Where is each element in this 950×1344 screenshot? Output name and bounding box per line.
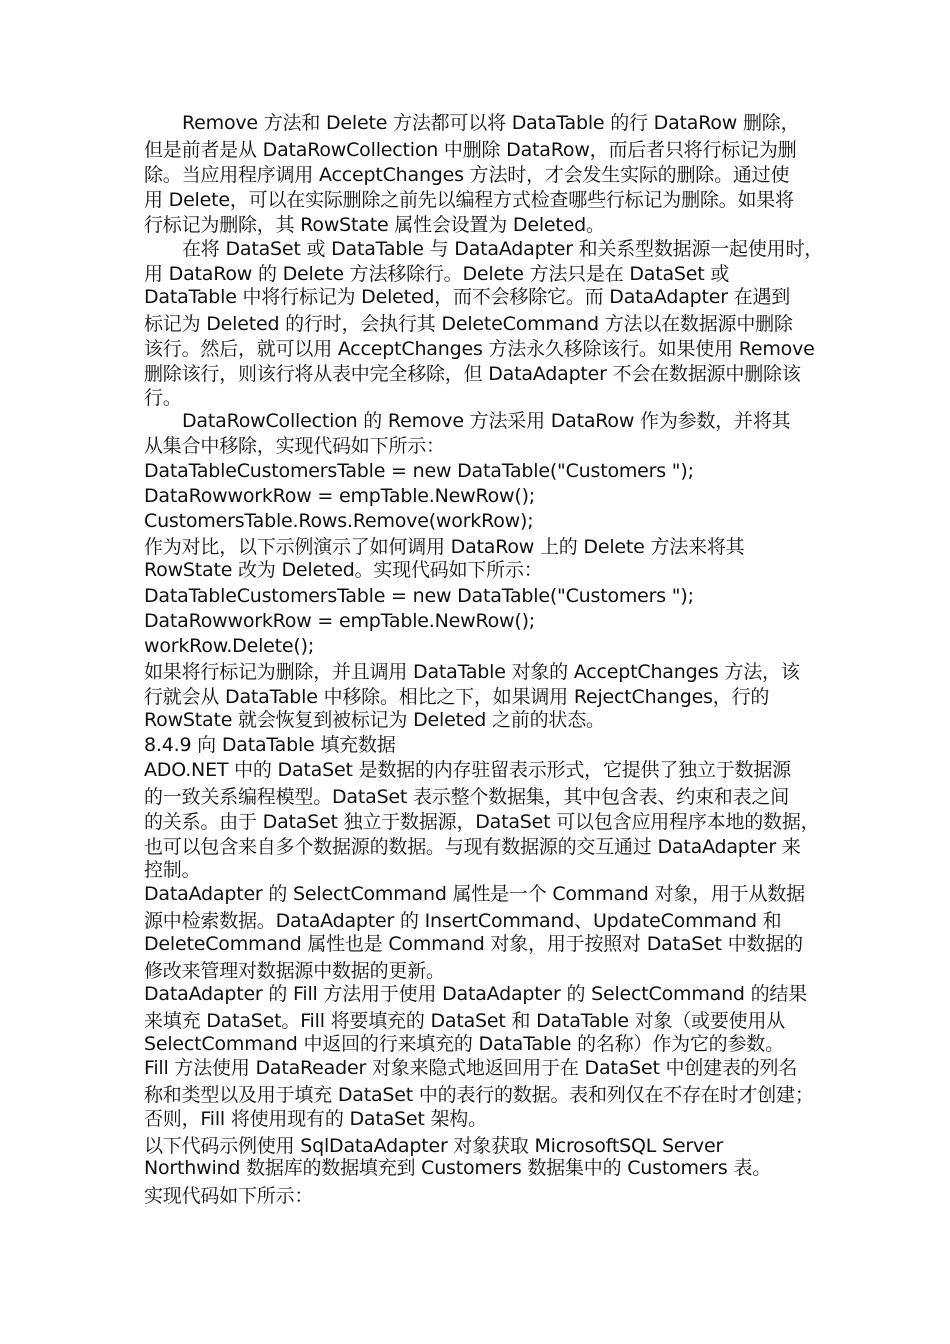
- text-line: 标记为 Deleted 的行时，会执行其 DeleteCommand 方法以在数据源中删除: [144, 313, 793, 335]
- text-line: 在将 DataSet 或 DataTable 与 DataAdapter 和关系型数据源一起使用时，: [182, 238, 824, 260]
- code-line: DataTableCustomersTable = new DataTable("Customers ");: [144, 585, 694, 607]
- text-line: DataAdapter 的 SelectCommand 属性是一个 Command 对象，用于从数据: [144, 883, 805, 905]
- text-line: Fill 方法使用 DataReader 对象来隐式地返回用于在 DataSet 中创建表的列名: [144, 1057, 798, 1079]
- text-line: 用 Delete，可以在实际删除之前先以编程方式检查哪些行标记为删除。如果将: [144, 189, 794, 211]
- text-line: Northwind 数据库的数据填充到 Customers 数据集中的 Customers 表。: [144, 1157, 772, 1179]
- text-line: 如果将行标记为删除，并且调用 DataTable 对象的 AcceptChanges 方法，该: [144, 661, 800, 683]
- text-line: 的关系。由于 DataSet 独立于数据源，DataSet 可以包含应用程序本地的数据，: [144, 811, 820, 833]
- text-line: 除。当应用程序调用 AcceptChanges 方法时，才会发生实际的删除。通过使: [144, 164, 790, 186]
- text-line: 来填充 DataSet。Fill 将要填充的 DataSet 和 DataTable 对象（或要使用从: [144, 1010, 786, 1032]
- text-line: 源中检索数据。DataAdapter 的 InsertCommand、UpdateCommand 和: [144, 910, 782, 932]
- text-line: 行标记为删除，其 RowState 属性会设置为 Deleted。: [144, 214, 605, 236]
- text-line: RowState 就会恢复到被标记为 Deleted 之前的状态。: [144, 709, 605, 731]
- text-line: 作为对比，以下示例演示了如何调用 DataRow 上的 Delete 方法来将其: [144, 536, 745, 558]
- code-line: DataRowworkRow = empTable.NewRow();: [144, 610, 535, 632]
- text-line: DataRowCollection 的 Remove 方法采用 DataRow 作为参数，并将其: [182, 410, 791, 432]
- text-line: 否则，Fill 将使用现有的 DataSet 架构。: [144, 1108, 487, 1130]
- text-line: DataAdapter 的 Fill 方法用于使用 DataAdapter 的 SelectCommand 的结果: [144, 983, 808, 1005]
- text-line: 称和类型以及用于填充 DataSet 中的表行的数据。表和列仅在不存在时才创建；: [144, 1084, 814, 1106]
- text-line: 以下代码示例使用 SqlDataAdapter 对象获取 MicrosoftSQL Server: [144, 1135, 724, 1157]
- text-line: 但是前者是从 DataRowCollection 中删除 DataRow，而后者只将行标记为删: [144, 139, 797, 161]
- text-line: Remove 方法和 Delete 方法都可以将 DataTable 的行 DataRow 删除，: [182, 112, 800, 134]
- code-line: DataRowworkRow = empTable.NewRow();: [144, 485, 535, 507]
- code-line: CustomersTable.Rows.Remove(workRow);: [144, 510, 534, 532]
- text-line: DataTable 中将行标记为 Deleted，而不会移除它。而 DataAdapter 在遇到: [144, 286, 791, 308]
- code-line: DataTableCustomersTable = new DataTable("Customers ");: [144, 460, 694, 482]
- text-line: 也可以包含来自多个数据源的数据。与现有数据源的交互通过 DataAdapter 来: [144, 836, 801, 858]
- text-line: 控制。: [144, 859, 201, 881]
- text-line: 行就会从 DataTable 中移除。相比之下，如果调用 RejectChanges，行的: [144, 686, 770, 708]
- text-line: 的一致关系编程模型。DataSet 表示整个数据集，其中包含表、约束和表之间: [144, 786, 790, 808]
- text-line: DeleteCommand 属性也是 Command 对象，用于按照对 DataSet 中数据的: [144, 933, 803, 955]
- text-line: RowState 改为 Deleted。实现代码如下所示：: [144, 559, 543, 581]
- text-line: 实现代码如下所示：: [144, 1185, 314, 1207]
- code-line: workRow.Delete();: [144, 635, 315, 657]
- text-line: 用 DataRow 的 Delete 方法移除行。Delete 方法只是在 DataSet 或: [144, 263, 730, 285]
- section-heading: 8.4.9 向 DataTable 填充数据: [144, 734, 396, 756]
- text-line: 删除该行，则该行将从表中完全移除，但 DataAdapter 不会在数据源中删除该: [144, 363, 801, 385]
- text-line: 行。: [144, 387, 182, 409]
- text-line: 该行。然后，就可以用 AcceptChanges 方法永久移除该行。如果使用 Remove: [144, 338, 815, 360]
- text-line: SelectCommand 中返回的行来填充的 DataTable 的名称）作为它的参数。: [144, 1033, 784, 1055]
- text-line: 修改来管理对数据源中数据的更新。: [144, 960, 445, 982]
- text-line: ADO.NET 中的 DataSet 是数据的内存驻留表示形式，它提供了独立于数据源: [144, 759, 791, 781]
- text-line: 从集合中移除，实现代码如下所示：: [144, 435, 445, 457]
